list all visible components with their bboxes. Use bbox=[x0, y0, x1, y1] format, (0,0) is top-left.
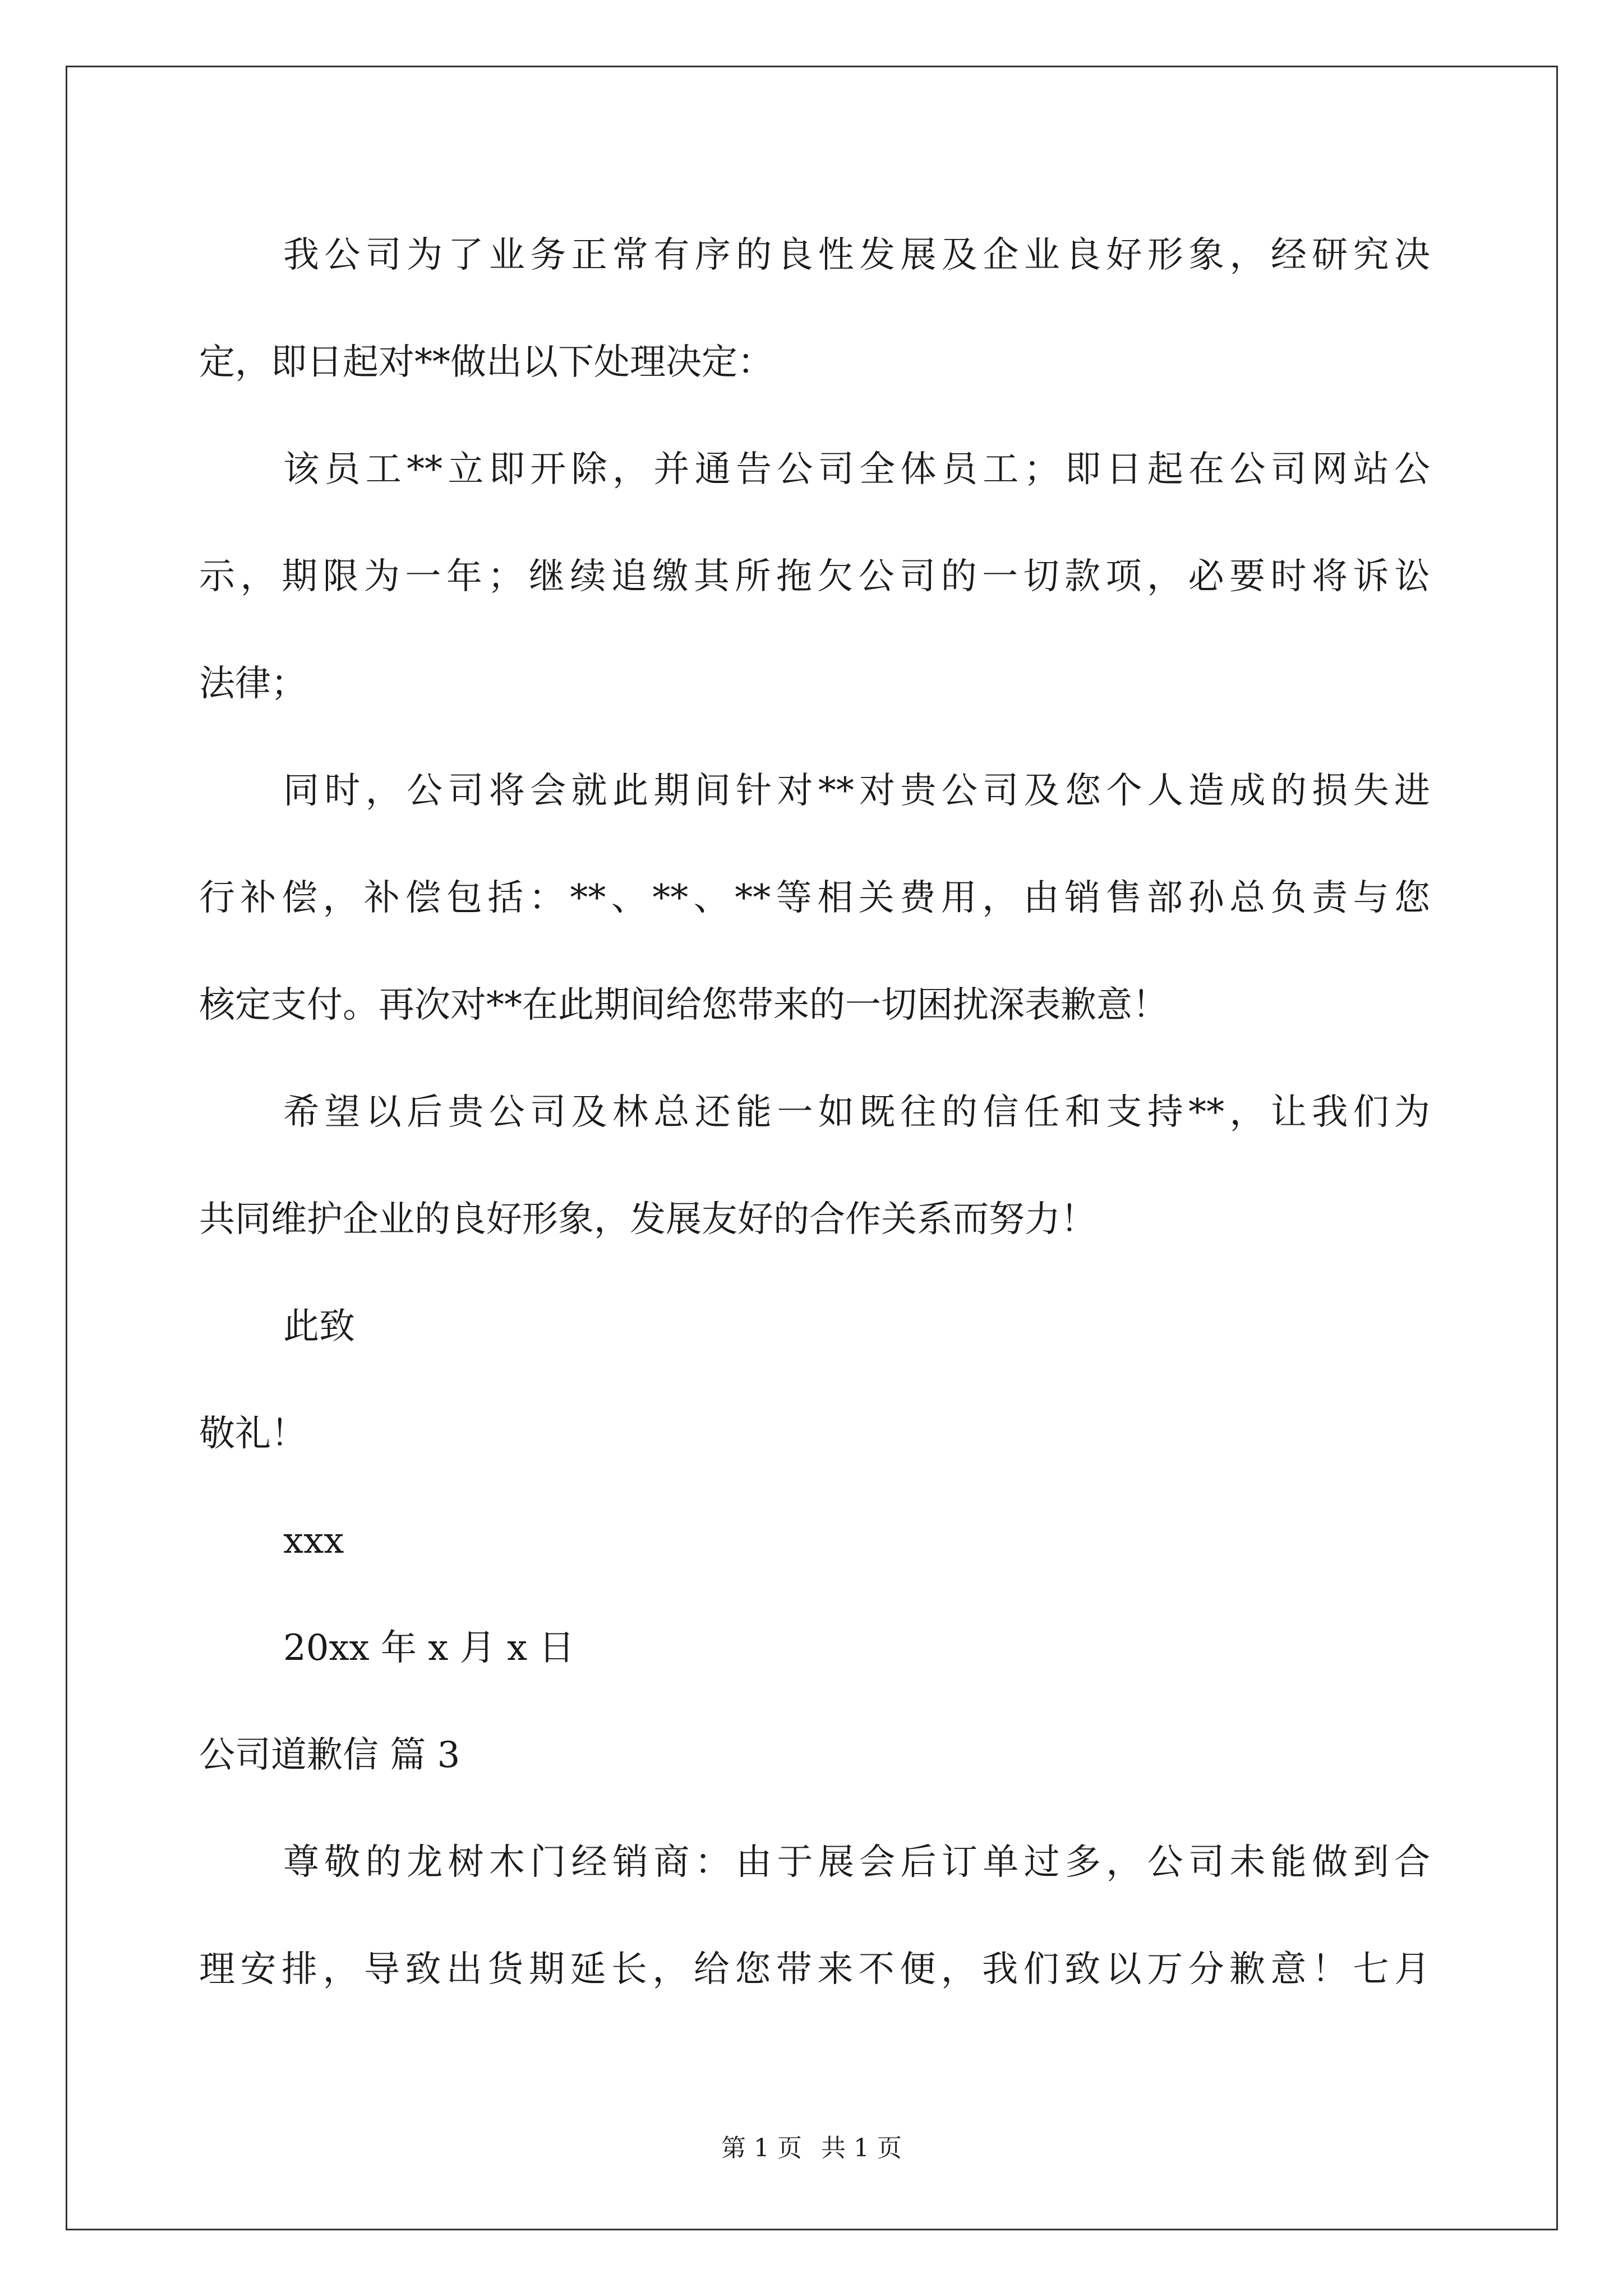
paragraph-line: 共同维护企业的良好形象，发展友好的合作关系而努力！ bbox=[199, 1199, 1096, 1240]
section-heading: 公司道歉信 篇 3 bbox=[199, 1734, 460, 1776]
page-footer bbox=[0, 2132, 1623, 2165]
paragraph-line: 希望以后贵公司及林总还能一如既往的信任和支持**，让我们为 bbox=[283, 1092, 1430, 1133]
closing-salutation: 此致 bbox=[283, 1306, 355, 1347]
paragraph-line: 我公司为了业务正常有序的良性发展及企业良好形象，经研究决 bbox=[283, 234, 1430, 276]
paragraph-line: 行补偿，补偿包括：**、**、**等相关费用，由销售部孙总负责与您 bbox=[199, 877, 1430, 919]
paragraph-line: 同时，公司将会就此期间针对**对贵公司及您个人造成的损失进 bbox=[283, 770, 1430, 812]
paragraph-line: 核定支付。再次对**在此期间给您带来的一切困扰深表歉意！ bbox=[199, 984, 1168, 1026]
page-total: 共 1 页 bbox=[821, 2134, 902, 2162]
paragraph-line: 该员工**立即开除，并通告公司全体员工；即日起在公司网站公 bbox=[283, 449, 1430, 490]
paragraph-line: 理安排，导致出货期延长，给您带来不便，我们致以万分歉意！七月 bbox=[199, 1949, 1430, 1990]
paragraph-line: 定，即日起对**做出以下处理决定： bbox=[199, 342, 773, 383]
document-body bbox=[199, 202, 1430, 2023]
signature-name: xxx bbox=[283, 1520, 344, 1562]
paragraph-line: 示，期限为一年；继续追缴其所拖欠公司的一切款项，必要时将诉讼 bbox=[199, 556, 1430, 597]
signature-date: 20xx 年 x 月 x 日 bbox=[283, 1627, 575, 1669]
paragraph-line: 尊敬的龙树木门经销商：由于展会后订单过多，公司未能做到合 bbox=[283, 1842, 1430, 1883]
page-number: 第 1 页 bbox=[721, 2134, 802, 2162]
closing-regards: 敬礼！ bbox=[199, 1413, 307, 1455]
paragraph-line: 法律； bbox=[199, 663, 307, 705]
